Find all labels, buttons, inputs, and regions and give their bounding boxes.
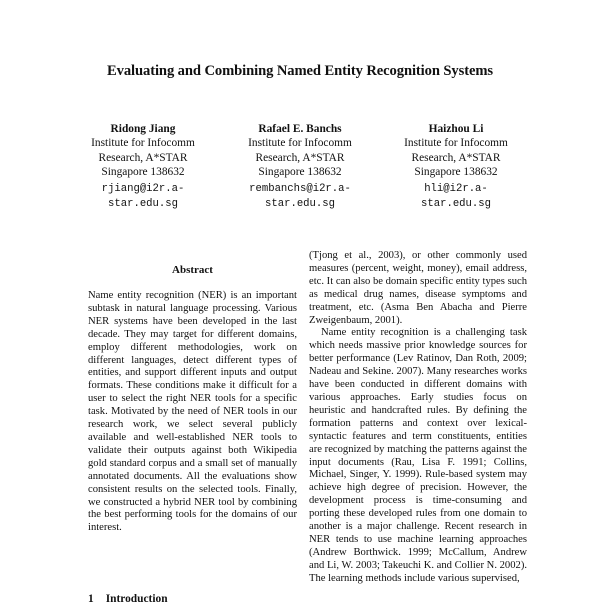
body-paragraph: (Tjong et al., 2003), or other commonly used measures (percent, weight, money), email address, etc. It can also be domain specific entity types such as medical drug names, disease symptoms and treatment, etc. (Asma Ben Abacha and Pierre Zweigenbaum, 2001).	[309, 250, 527, 326]
body-paragraph: Name entity recognition is a challenging task which needs massive prior knowledge sources for better performance (Lev Ratinov, Dan Roth, 2009; Nadeau and Sekine. 2007). Many researches works have been conducted in different domains with various approaches. Early studies focus on heuristic and handcrafted rules. By defining the formation patterns and context over lexical-syntactic features and term constituents, entities are recognized by matching the patterns against the input documents (Rau, Lisa F. 1991; Collins, Michael, Singer, Y. 1999). Rule-based system may achieve high degree of precision. However, the development process is time-consuming and porting these developed rules from one domain to another is a major challenge. Recent research in NER tends to use machine learning approaches (Andrew Borthwick. 1999; McCallum, Andrew and Li, W. 2003; Takeuchi K. and Collier N. 2002). The learning methods include various supervised,	[309, 327, 527, 584]
author-email-line: rjiang@i2r.a-	[101, 182, 185, 195]
author-organization: Research, A*STAR	[255, 151, 345, 164]
section-number: 1	[88, 593, 94, 605]
author-affiliation: Institute for Infocomm	[404, 137, 508, 150]
abstract-heading: Abstract	[172, 264, 213, 276]
author-organization: Research, A*STAR	[98, 151, 188, 164]
author-email	[381, 182, 531, 213]
author-name: Ridong Jiang	[110, 123, 176, 135]
author-city: Singapore 138632	[101, 166, 185, 179]
author-block	[381, 122, 531, 213]
author-block	[68, 122, 218, 213]
author-email-line: star.edu.sg	[421, 198, 491, 211]
author-affiliation: Institute for Infocomm	[91, 137, 195, 150]
author-block	[225, 122, 375, 213]
author-email-line: rembanchs@i2r.a-	[249, 182, 351, 195]
author-city: Singapore 138632	[258, 166, 342, 179]
author-affiliation: Institute for Infocomm	[248, 137, 352, 150]
section-heading	[88, 593, 168, 605]
author-email-line: star.edu.sg	[265, 198, 335, 211]
body-right-column	[309, 250, 527, 586]
abstract-text: Name entity recognition (NER) is an important subtask in natural language processing. Various NER systems have been developed in the last decade. They may target for different domains, employ different methodologies, work on different languages, detect different types of entities, and support different inputs and output formats. These conditions make it difficult for a user to select the right NER tools for a specific task. Motivated by the need of NER tools in our research work, we select several publicly available and well-established NER tools to validate their outputs against both Wikipedia gold standard corpus and a small set of manually annotated documents. All the evaluations show consistent results on the selected tools. Finally, we constructed a hybrid NER tool by combining the best performing tools for the domains of our interest.	[88, 290, 297, 534]
author-name: Rafael E. Banchs	[258, 123, 342, 135]
author-name: Haizhou Li	[428, 123, 484, 135]
author-email-line: hli@i2r.a-	[424, 182, 488, 195]
author-email	[68, 182, 218, 213]
author-city: Singapore 138632	[414, 166, 498, 179]
author-email	[225, 182, 375, 213]
paper-title: Evaluating and Combining Named Entity Recognition Systems	[107, 63, 493, 79]
author-email-line: star.edu.sg	[108, 198, 178, 211]
section-title: Introduction	[105, 593, 168, 605]
author-organization: Research, A*STAR	[411, 151, 501, 164]
